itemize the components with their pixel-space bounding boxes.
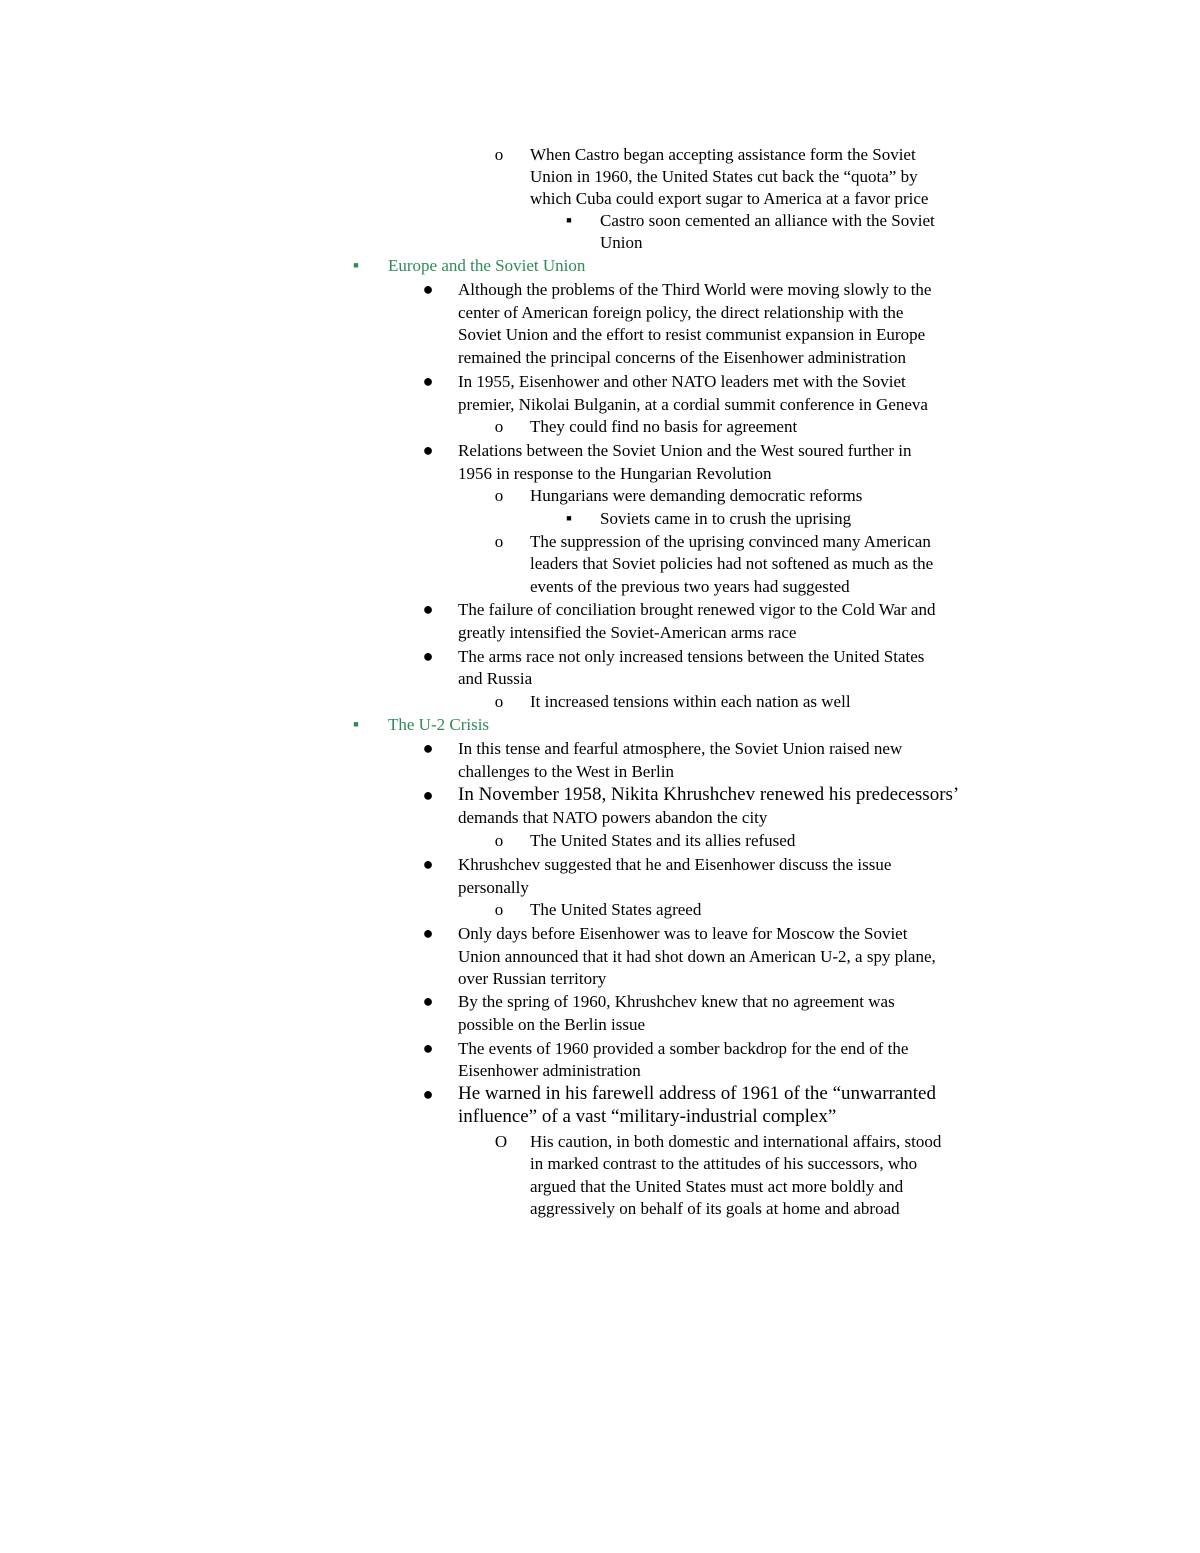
u2-b5-line-1: By the spring of 1960, Khrushchev knew that no agreement was: [458, 992, 895, 1011]
europe-b2-sub: They could find no basis for agreement: [530, 417, 798, 436]
circle-bullet-icon: o: [494, 417, 504, 436]
europe-b1-line-2: center of American foreign policy, the direct relationship with the: [458, 303, 904, 322]
u2-b5-line-2: possible on the Berlin issue: [458, 1015, 645, 1034]
u2-b1-line-2: challenges to the West in Berlin: [458, 762, 674, 781]
round-bullet-icon: ●: [422, 646, 434, 666]
square-bullet-icon: ■: [566, 513, 572, 523]
castro-line-3: which Cuba could export sugar to America at a favor price: [530, 189, 929, 208]
europe-b3-sub1-sub: Soviets came in to crush the uprising: [600, 509, 852, 528]
u2-b3-line-2: personally: [458, 878, 529, 897]
europe-b3-sub2-line-1: The suppression of the uprising convinced many American: [530, 532, 931, 551]
round-bullet-icon: ●: [422, 738, 434, 758]
u2-b3-sub: The United States agreed: [530, 900, 702, 919]
u2-b2-line-2: demands that NATO powers abandon the city: [458, 808, 768, 827]
square-bullet-icon: ■: [353, 260, 359, 270]
europe-b2-line-1: In 1955, Eisenhower and other NATO leaders met with the Soviet: [458, 372, 906, 391]
europe-b3-sub1: Hungarians were demanding democratic reforms: [530, 486, 863, 505]
round-bullet-icon: ●: [422, 991, 434, 1011]
europe-b1-line-3: Soviet Union and the effort to resist communist expansion in Europe: [458, 325, 926, 344]
europe-b4-line-2: greatly intensified the Soviet-American arms race: [458, 623, 797, 642]
europe-b5-line-2: and Russia: [458, 669, 533, 688]
u2-b3-line-1: Khrushchev suggested that he and Eisenhower discuss the issue: [458, 855, 892, 874]
circle-bullet-icon: o: [494, 831, 504, 850]
castro-sub-line-1: Castro soon cemented an alliance with the Soviet: [600, 211, 935, 230]
circle-bullet-icon: o: [494, 900, 504, 919]
round-bullet-icon: ●: [422, 785, 434, 805]
castro-sub-line-2: Union: [600, 233, 643, 252]
u2-b6-line-1: The events of 1960 provided a somber backdrop for the end of the: [458, 1039, 909, 1058]
circle-bullet-icon: o: [494, 692, 504, 711]
circle-bullet-icon: o: [494, 145, 504, 164]
u2-b7-sub-line-3: argued that the United States must act more boldly and: [530, 1177, 904, 1196]
round-bullet-icon: ●: [422, 599, 434, 619]
europe-b3-line-2: 1956 in response to the Hungarian Revolution: [458, 464, 772, 483]
round-bullet-icon: ●: [422, 279, 434, 299]
europe-b5-sub: It increased tensions within each nation as well: [530, 692, 851, 711]
u2-b4-line-3: over Russian territory: [458, 969, 607, 988]
circle-bullet-icon: o: [494, 486, 504, 505]
square-bullet-icon: ■: [353, 719, 359, 729]
round-bullet-icon: ●: [422, 923, 434, 943]
europe-b1-line-4: remained the principal concerns of the Eisenhower administration: [458, 348, 906, 367]
europe-b4-line-1: The failure of conciliation brought renewed vigor to the Cold War and: [458, 600, 936, 619]
section-heading-u2: The U-2 Crisis: [388, 715, 490, 734]
castro-line-2: Union in 1960, the United States cut back the “quota” by: [530, 167, 918, 186]
round-bullet-icon: ●: [422, 1038, 434, 1058]
round-bullet-icon: ●: [422, 854, 434, 874]
square-bullet-icon: ■: [566, 215, 572, 225]
circle-bullet-icon: O: [494, 1132, 508, 1151]
u2-b7-sub-line-1: His caution, in both domestic and international affairs, stood: [530, 1132, 942, 1151]
europe-b1-line-1: Although the problems of the Third World were moving slowly to the: [458, 280, 932, 299]
circle-bullet-icon: o: [494, 532, 504, 551]
u2-b7-sub-line-2: in marked contrast to the attitudes of his successors, who: [530, 1154, 918, 1173]
round-bullet-icon: ●: [422, 1084, 434, 1104]
u2-b6-line-2: Eisenhower administration: [458, 1061, 641, 1080]
u2-b4-line-1: Only days before Eisenhower was to leave for Moscow the Soviet: [458, 924, 908, 943]
u2-b4-line-2: Union announced that it had shot down an American U-2, a spy plane,: [458, 947, 936, 966]
europe-b5-line-1: The arms race not only increased tensions between the United States: [458, 647, 925, 666]
u2-b7-line-2: influence” of a vast “military-industrial complex”: [458, 1106, 837, 1127]
europe-b2-line-2: premier, Nikolai Bulganin, at a cordial summit conference in Geneva: [458, 395, 928, 414]
section-heading-europe: Europe and the Soviet Union: [388, 256, 586, 275]
u2-b2-sub: The United States and its allies refused: [530, 831, 796, 850]
europe-b3-sub2-line-2: leaders that Soviet policies had not softened as much as the: [530, 554, 934, 573]
europe-b3-line-1: Relations between the Soviet Union and the West soured further in: [458, 441, 912, 460]
round-bullet-icon: ●: [422, 371, 434, 391]
europe-b3-sub2-line-3: events of the previous two years had suggested: [530, 577, 850, 596]
castro-line-1: When Castro began accepting assistance form the Soviet: [530, 145, 916, 164]
u2-b7-sub-line-4: aggressively on behalf of its goals at home and abroad: [530, 1199, 900, 1218]
round-bullet-icon: ●: [422, 440, 434, 460]
u2-b7-line-1: He warned in his farewell address of 1961 of the “unwarranted: [458, 1083, 936, 1104]
u2-b2-line-1: In November 1958, Nikita Khrushchev renewed his predecessors’: [458, 784, 960, 805]
u2-b1-line-1: In this tense and fearful atmosphere, the Soviet Union raised new: [458, 739, 903, 758]
